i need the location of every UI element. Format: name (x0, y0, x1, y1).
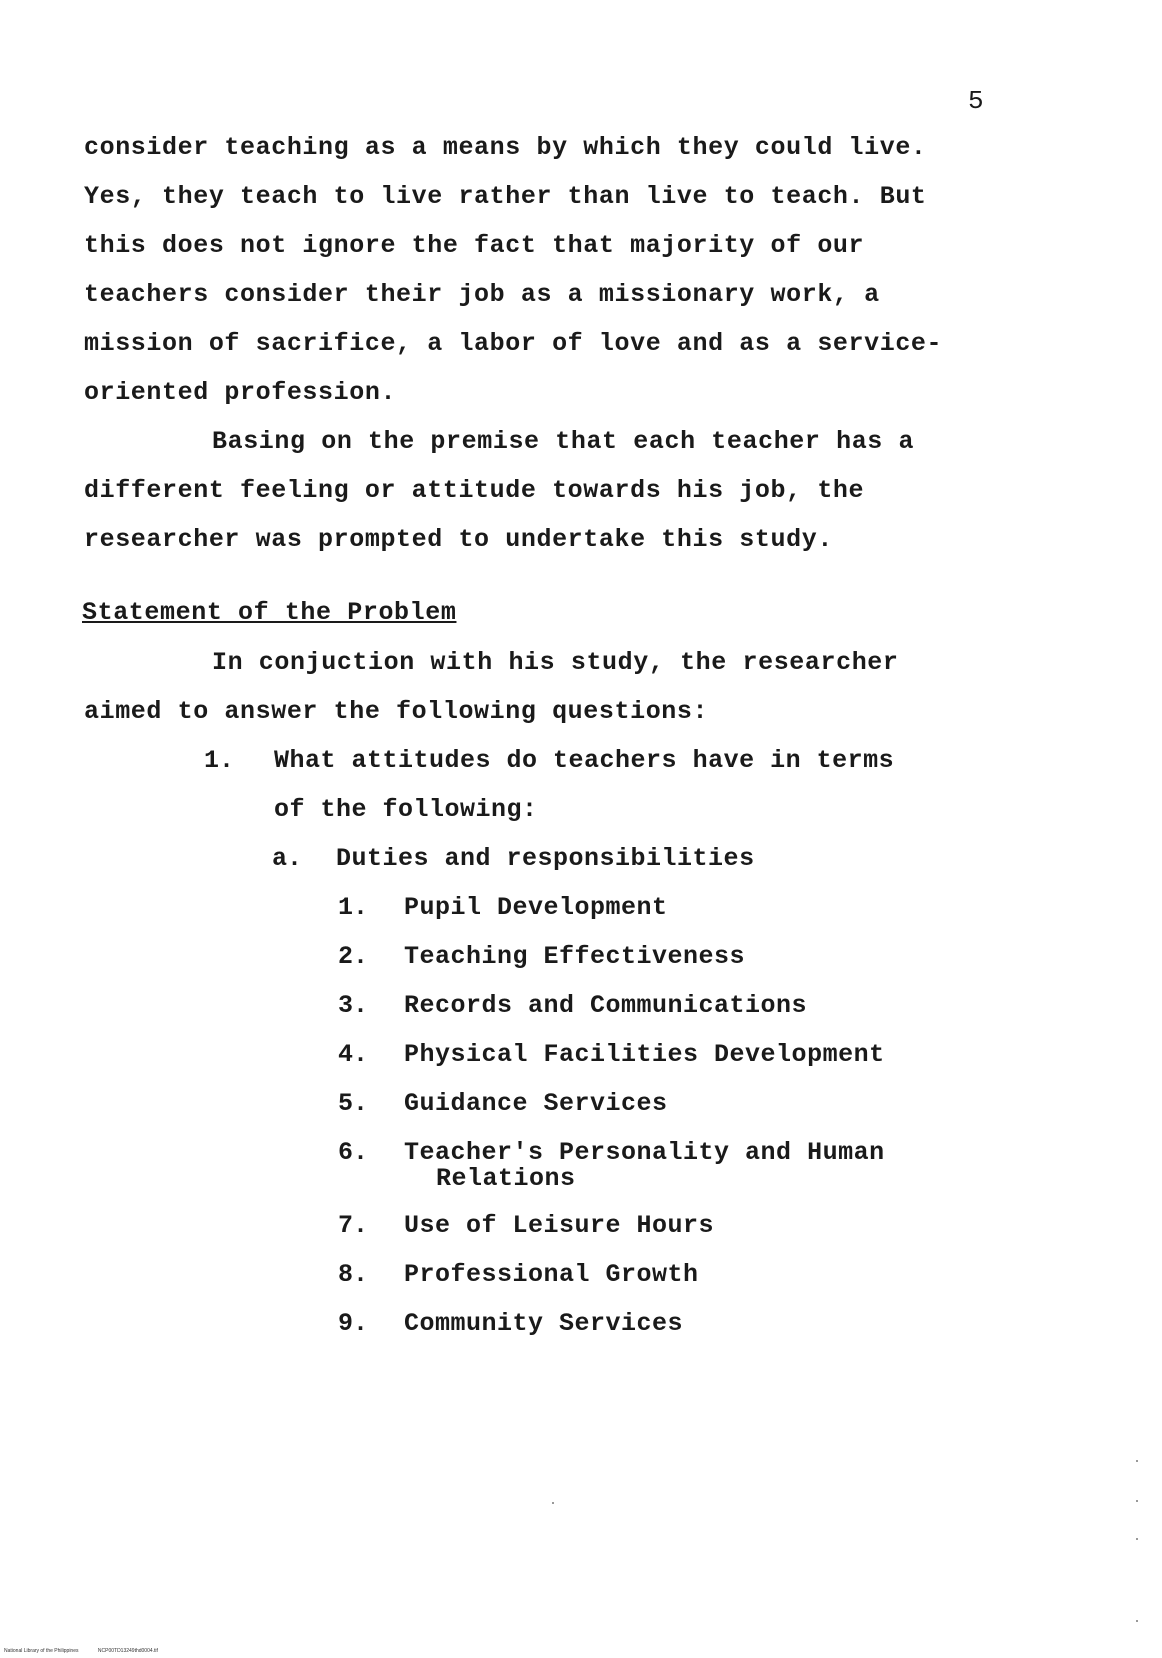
list-item-number: 5. (338, 1089, 369, 1118)
list-item: Teacher's Personality and Human (404, 1138, 885, 1167)
footer-library: National Library of the Philippines (4, 1648, 79, 1654)
paragraph3-line2: aimed to answer the following questions: (84, 697, 709, 726)
list-item-number: 3. (338, 991, 369, 1020)
list-item: Community Services (404, 1309, 684, 1338)
paragraph3-line1: In conjuction with his study, the researcher (212, 648, 899, 677)
list-item: Pupil Development (404, 893, 668, 922)
paragraph1-line6: oriented profession. (84, 378, 397, 407)
page-number: 5 (968, 86, 984, 116)
paragraph1-line4: teachers consider their job as a missionary work, a (84, 280, 880, 309)
list-item: Professional Growth (404, 1260, 699, 1289)
list-item: Teaching Effectiveness (404, 942, 746, 971)
scan-footer (4, 1648, 176, 1654)
section-heading: Statement of the Problem (82, 598, 457, 627)
list-item-number: 4. (338, 1040, 369, 1069)
list-item-number: 9. (338, 1309, 369, 1338)
list-item: Use of Leisure Hours (404, 1211, 715, 1240)
paragraph1-line1: consider teaching as a means by which they could live. (84, 133, 927, 162)
paragraph1-line3: this does not ignore the fact that majority of our (84, 231, 865, 260)
scan-speck (552, 1502, 554, 1504)
paragraph2-line2: different feeling or attitude towards his job, the (84, 476, 865, 505)
scan-speck (1136, 1620, 1138, 1622)
paragraph2-line1: Basing on the premise that each teacher has a (212, 427, 915, 456)
list-item-number: 2. (338, 942, 369, 971)
list-item-number: 7. (338, 1211, 369, 1240)
list-item-continuation: Relations (436, 1164, 576, 1193)
question1-number: 1. (204, 746, 235, 775)
list-item-number: 8. (338, 1260, 369, 1289)
question1-line2: of the following: (274, 795, 538, 824)
scan-speck (1136, 1538, 1138, 1540)
paragraph2-line3: researcher was prompted to undertake this study. (84, 525, 833, 554)
list-item-number: 6. (338, 1138, 369, 1167)
list-item: Physical Facilities Development (404, 1040, 885, 1069)
footer-file: NCP00TD13249thd0004.tif (97, 1648, 158, 1654)
sub-a-text: Duties and responsibilities (336, 844, 755, 873)
list-item: Guidance Services (404, 1089, 668, 1118)
list-item: Records and Communications (404, 991, 808, 1020)
paragraph1-line5: mission of sacrifice, a labor of love and as a service- (84, 329, 943, 358)
scan-speck (1136, 1460, 1138, 1462)
question1-line1: What attitudes do teachers have in terms (274, 746, 895, 775)
list-item-number: 1. (338, 893, 369, 922)
paragraph1-line2: Yes, they teach to live rather than live to teach. But (84, 182, 927, 211)
sub-a-letter: a. (272, 844, 303, 873)
scan-speck (1136, 1500, 1138, 1502)
